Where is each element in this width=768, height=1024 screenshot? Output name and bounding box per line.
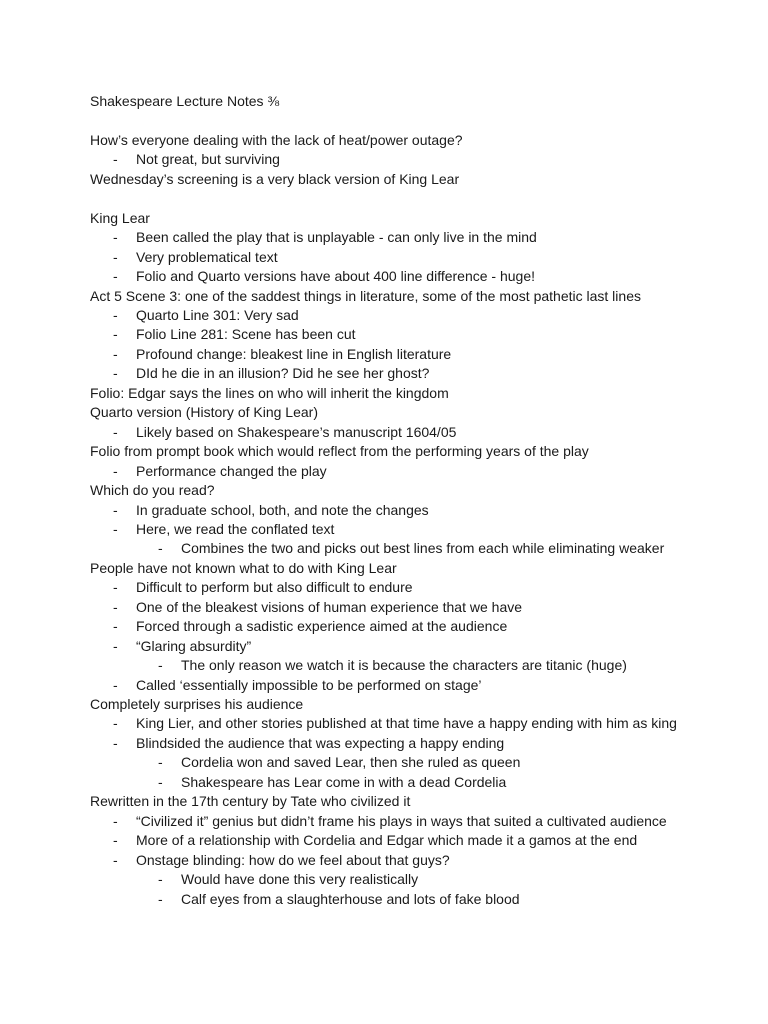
note-heading: People have not known what to do with King Lear (90, 559, 397, 576)
bullet-dash: - (158, 657, 163, 674)
bullet-dash: - (113, 637, 118, 654)
bullet-text: Would have done this very realistically (181, 871, 419, 887)
bullet-dash: - (113, 676, 118, 693)
note-heading: Completely surprises his audience (90, 696, 304, 712)
bullet-dash: - (113, 345, 118, 362)
bullet-dash: - (113, 268, 118, 285)
bullet-dash: - (113, 734, 118, 751)
bullet-text: In graduate school, both, and note the changes (136, 501, 429, 518)
sub-bullet-item (0, 656, 768, 675)
bullet-item (0, 714, 768, 733)
bullet-text: Blindsided the audience that was expecting a happy ending (136, 734, 505, 751)
bullet-text: “Civilized it” genius but didn’t frame his plays in ways that suited a cultivated audience (136, 812, 667, 829)
bullet-item (0, 267, 768, 286)
bullet-text: Performance changed the play (136, 462, 327, 479)
note-heading: Act 5 Scene 3: one of the saddest things in literature, some of the most pathetic last lines (90, 287, 641, 304)
bullet-dash: - (113, 812, 118, 829)
bullet-text: More of a relationship with Cordelia and Edgar which made it a gamos at the end (136, 832, 638, 849)
sub-bullet-item (0, 890, 768, 909)
bullet-text: Onstage blinding: how do we feel about that guys? (136, 851, 450, 868)
bullet-item (0, 150, 768, 169)
bullet-item (0, 325, 768, 344)
bullet-item (0, 617, 768, 636)
sub-bullet-item (0, 753, 768, 772)
note-heading: Folio from prompt book which would reflect from the performing years of the play (90, 443, 589, 460)
bullet-text: King Lier, and other stories published at that time have a happy ending with him as king (136, 715, 677, 732)
bullet-item (0, 345, 768, 364)
bullet-text: Profound change: bleakest line in English literature (136, 345, 452, 362)
bullet-text: Quarto Line 301: Very sad (136, 307, 299, 323)
bullet-dash: - (113, 151, 118, 168)
bullet-item (0, 637, 768, 656)
bullet-text: Folio and Quarto versions have about 400 line difference - huge! (136, 268, 535, 285)
bullet-item (0, 228, 768, 247)
bullet-dash: - (113, 579, 118, 596)
bullet-text: Been called the play that is unplayable - can only live in the mind (136, 229, 537, 246)
bullet-dash: - (113, 598, 118, 615)
bullet-dash: - (113, 618, 118, 635)
bullet-item (0, 831, 768, 850)
bullet-dash: - (158, 871, 163, 887)
bullet-item (0, 520, 768, 539)
bullet-dash: - (158, 890, 163, 907)
bullet-dash: - (113, 462, 118, 479)
bullet-dash: - (113, 326, 118, 343)
bullet-text: Called ‘essentially impossible to be performed on stage’ (136, 676, 482, 693)
bullet-dash: - (113, 365, 118, 382)
bullet-item (0, 598, 768, 617)
bullet-dash: - (113, 501, 118, 518)
bullet-text: Forced through a sadistic experience aimed at the audience (136, 618, 508, 635)
bullet-dash: - (158, 773, 163, 790)
bullet-text: Shakespeare has Lear come in with a dead Cordelia (181, 773, 507, 790)
note-heading: Folio: Edgar says the lines on who will inherit the kingdom (90, 384, 449, 401)
bullet-dash: - (158, 754, 163, 771)
note-heading: Rewritten in the 17th century by Tate who civilized it (90, 793, 411, 810)
bullet-dash: - (113, 521, 118, 537)
bullet-text: The only reason we watch it is because the characters are titanic (huge) (181, 657, 627, 674)
sub-bullet-item (0, 870, 768, 889)
bullet-text: Difficult to perform but also difficult to endure (136, 579, 413, 596)
bullet-text: Likely based on Shakespeare’s manuscript 1604/05 (136, 423, 457, 440)
note-heading: Which do you read? (90, 482, 215, 499)
bullet-item (0, 734, 768, 753)
sub-bullet-item (0, 539, 768, 558)
bullet-item (0, 578, 768, 597)
bullet-text: “Glaring absurdity” (136, 637, 252, 654)
bullet-dash: - (113, 307, 118, 323)
bullet-dash: - (113, 229, 118, 246)
bullet-text: Calf eyes from a slaughterhouse and lots of fake blood (181, 890, 520, 907)
bullet-dash: - (113, 248, 118, 265)
bullet-text: Folio Line 281: Scene has been cut (136, 326, 356, 343)
bullet-item (0, 364, 768, 383)
bullet-item (0, 851, 768, 870)
note-heading: King Lear (90, 209, 150, 226)
bullet-item (0, 501, 768, 520)
bullet-text: Not great, but surviving (136, 151, 280, 168)
bullet-dash: - (158, 540, 163, 557)
sub-bullet-item (0, 773, 768, 792)
note-heading: Quarto version (History of King Lear) (90, 404, 318, 421)
bullet-text: Combines the two and picks out best lines from each while eliminating weaker (181, 540, 665, 557)
bullet-dash: - (113, 423, 118, 440)
bullet-dash: - (113, 851, 118, 868)
bullet-text: One of the bleakest visions of human experience that we have (136, 598, 523, 615)
bullet-item (0, 462, 768, 481)
bullet-item (0, 676, 768, 695)
bullet-text: Here, we read the conflated text (136, 521, 335, 537)
bullet-text: Very problematical text (136, 248, 278, 265)
bullet-text: Cordelia won and saved Lear, then she ruled as queen (181, 754, 521, 771)
bullet-item (0, 812, 768, 831)
document-title: Shakespeare Lecture Notes ⅜ (90, 93, 280, 109)
note-heading: Wednesday’s screening is a very black version of King Lear (90, 170, 460, 187)
bullet-dash: - (113, 832, 118, 849)
bullet-item (0, 423, 768, 442)
note-heading: How’s everyone dealing with the lack of heat/power outage? (90, 131, 463, 148)
bullet-text: DId he die in an illusion? Did he see her ghost? (136, 365, 430, 382)
bullet-dash: - (113, 715, 118, 732)
bullet-item (0, 306, 768, 325)
bullet-item (0, 248, 768, 267)
